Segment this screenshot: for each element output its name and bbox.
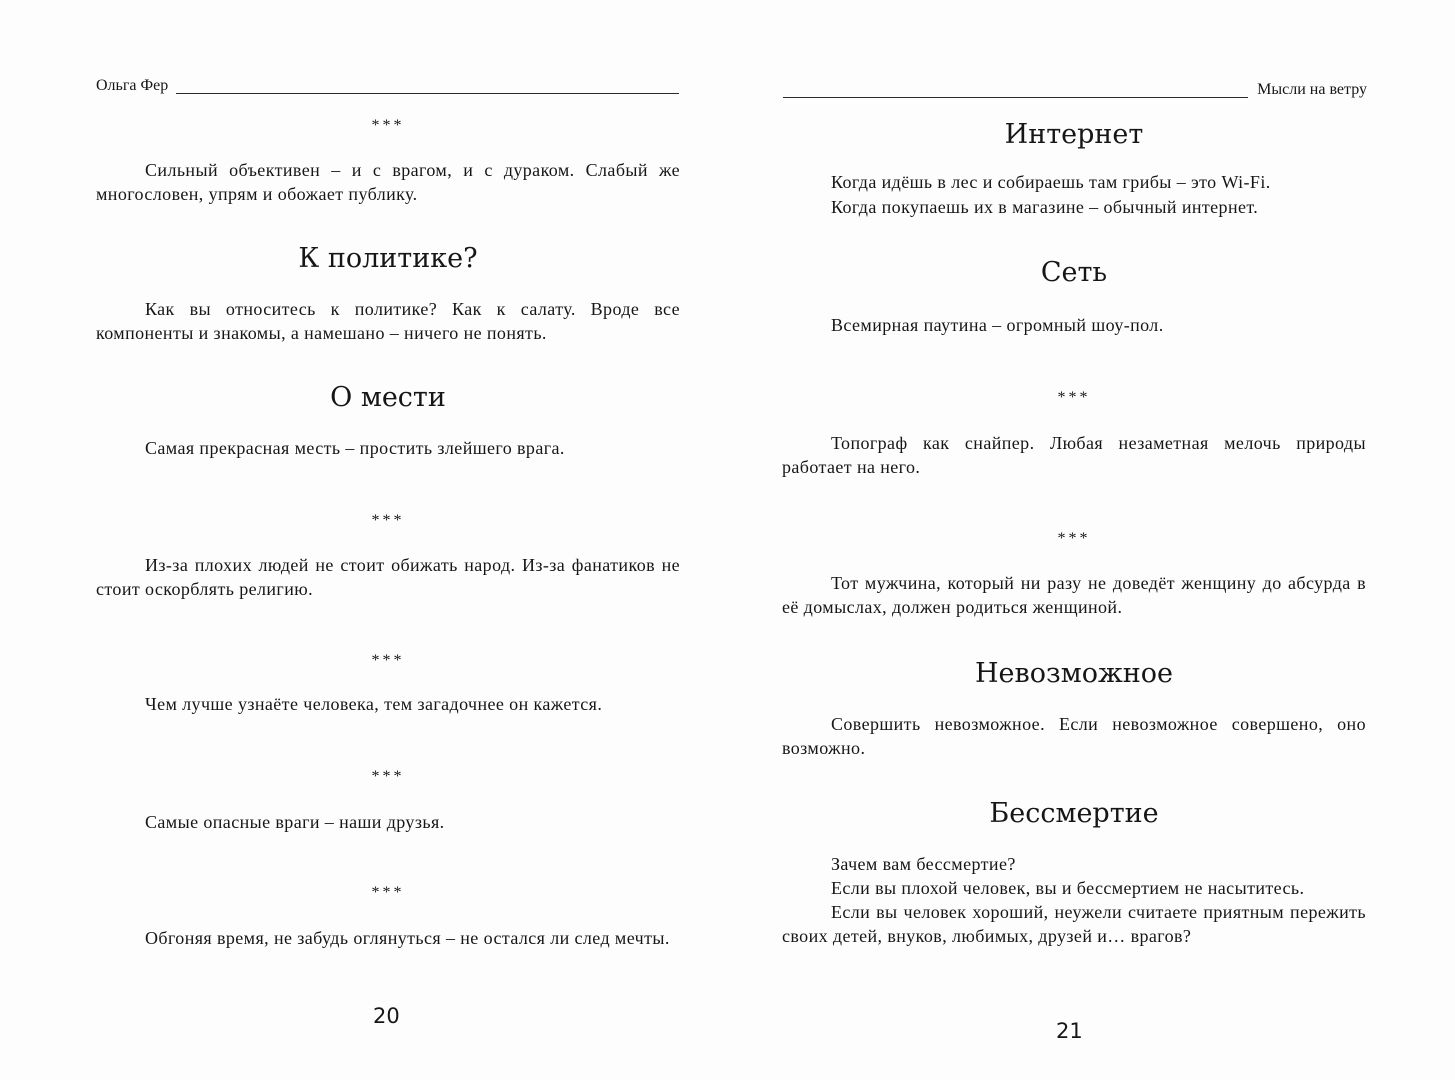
paragraph: Как вы относитесь к политике? Как к салату. Вроде все компоненты и знакомы, а намешано – ничего не понять.	[96, 299, 680, 343]
separator: ***	[371, 652, 405, 669]
separator: ***	[371, 512, 405, 529]
left-page	[0, 0, 727, 1080]
header-rule	[783, 97, 1248, 98]
paragraph: Сильный объективен – и с врагом, и с дураком. Слабый же многословен, упрям и обожает публику.	[96, 160, 680, 204]
section-heading: Невозможное	[974, 658, 1174, 689]
separator: ***	[371, 117, 405, 134]
section-heading: Интернет	[1004, 119, 1144, 150]
text-line: Когда покупаешь их в магазине – обычный интернет.	[831, 197, 1259, 217]
paragraph: Самая прекрасная месть – простить злейшего врага.	[145, 438, 565, 458]
section-heading: К политике?	[298, 243, 478, 274]
section-heading: О мести	[330, 382, 446, 413]
page-number: 21	[1056, 1019, 1083, 1043]
author-name: Ольга Фер	[96, 77, 169, 94]
separator: ***	[371, 884, 405, 901]
paragraph: Из-за плохих людей не стоит обижать народ. Из-за фанатиков не стоит оскорблять религию.	[96, 555, 680, 599]
page-number: 20	[373, 1004, 400, 1028]
paragraph: Чем лучше узнаёте человека, тем загадочнее он кажется.	[145, 694, 603, 714]
separator: ***	[1057, 530, 1091, 547]
paragraph: Если вы человек хороший, неужели считаете приятным пережить своих детей, внуков, любимых, друзей и… врагов?	[782, 902, 1366, 946]
paragraph: Тот мужчина, который ни разу не доведёт женщину до абсурда в её домыслах, должен родиться женщиной.	[782, 573, 1366, 617]
paragraph: Топограф как снайпер. Любая незаметная мелочь природы работает на него.	[782, 433, 1366, 477]
paragraph: Обгоняя время, не забудь оглянуться – не остался ли след мечты.	[145, 928, 670, 948]
text-line: Если вы плохой человек, вы и бессмертием не насытитесь.	[831, 878, 1305, 898]
text-line: Зачем вам бессмертие?	[831, 854, 1016, 874]
section-heading: Сеть	[1040, 257, 1108, 288]
separator: ***	[1057, 389, 1091, 406]
paragraph: Всемирная паутина – огромный шоу-пол.	[831, 315, 1164, 335]
text-line: Когда идёшь в лес и собираешь там грибы – это Wi-Fi.	[831, 172, 1271, 192]
separator: ***	[371, 768, 405, 785]
header-rule	[176, 93, 679, 94]
paragraph: Самые опасные враги – наши друзья.	[145, 812, 445, 832]
right-page	[728, 0, 1455, 1080]
paragraph: Совершить невозможное. Если невозможное совершено, оно возможно.	[782, 714, 1366, 758]
book-title: Мысли на ветру	[1257, 81, 1367, 98]
section-heading: Бессмертие	[989, 798, 1159, 829]
